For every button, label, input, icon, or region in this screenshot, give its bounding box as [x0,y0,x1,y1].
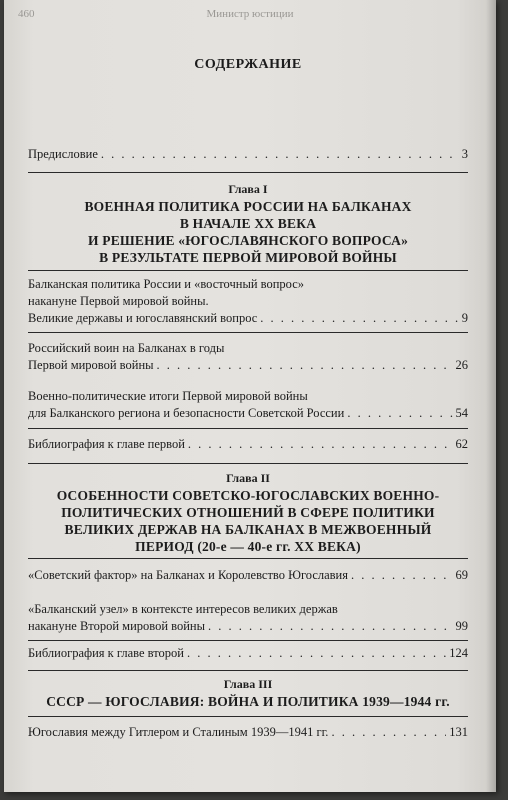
divider [28,558,468,559]
entry-line: Балканская политика России и «восточный вопрос» [28,277,305,291]
entry-label: Югославия между Гитлером и Сталиным 1939—1941 гг. [28,725,329,739]
chapter-1-label: Глава I [228,182,268,196]
divider [28,640,468,641]
toc-entry[interactable] [28,340,468,374]
entry-page: 62 [455,437,468,451]
entry-page: 54 [455,406,468,420]
divider [28,670,468,671]
running-head-page-number: 460 [18,8,35,20]
divider [28,270,468,271]
chapter-2-title: ОСОБЕННОСТИ СОВЕТСКО-ЮГОСЛАВСКИХ ВОЕННО- ПОЛИТИЧЕСКИХ ОТНОШЕНИЙ В СФЕРЕ ПОЛИТИКИ ВЕЛИКИХ ДЕРЖАВ НА БАЛКАНАХ В МЕЖВОЕННЫЙ ПЕРИОД (20-е — 40-е гг. XX ВЕКА) [56,488,440,554]
entry-label: «Советский фактор» на Балканах и Королевство Югославия [28,568,348,582]
toc-entry[interactable] [28,567,468,584]
toc-entry-bibliography[interactable] [28,645,468,662]
entry-label: Первой мировой войны [28,358,154,372]
entry-line: «Балканский узел» в контексте интересов великих держав [28,602,338,616]
entry-page: 3 [461,147,468,161]
entry-page: 124 [449,646,468,660]
entry-page: 99 [455,619,468,633]
entry-line: накануне Первой мировой войны. [28,294,209,308]
divider [28,332,468,333]
running-head-title: Министр юстиции [206,8,294,20]
toc-entry-preface[interactable] [28,146,468,163]
chapter-3-label: Глава III [223,677,273,691]
divider [28,716,468,717]
entry-page: 9 [461,311,468,325]
entry-label: Предисловие [28,147,98,161]
entry-label: Великие державы и югославянский вопрос [28,311,258,325]
entry-line: Военно-политические итоги Первой мировой войны [28,389,308,403]
divider [28,463,468,464]
running-head [18,8,482,24]
entry-page: 26 [455,358,468,372]
entry-page: 69 [455,568,468,582]
chapter-3-title: СССР — ЮГОСЛАВИЯ: ВОЙНА И ПОЛИТИКА 1939—1944 гг. [46,694,450,709]
entry-label: Библиография к главе первой [28,437,185,451]
chapter-1-title: ВОЕННАЯ ПОЛИТИКА РОССИИ НА БАЛКАНАХ В НАЧАЛЕ XX ВЕКА И РЕШЕНИЕ «ЮГОСЛАВЯНСКОГО ВОПРОСА» В РЕЗУЛЬТАТЕ ПЕРВОЙ МИРОВОЙ ВОЙНЫ [84,199,412,265]
entry-line: Российский воин на Балканах в годы [28,341,225,355]
entry-page: 131 [449,725,468,739]
divider [28,428,468,429]
toc-entry[interactable] [28,724,468,741]
toc-title: СОДЕРЖАНИЕ [194,57,302,72]
entry-label: Библиография к главе второй [28,646,184,660]
book-page [4,0,496,792]
toc-entry-bibliography[interactable] [28,436,468,453]
toc-entry[interactable] [28,276,468,327]
toc-entry[interactable] [28,601,468,635]
divider [28,172,468,173]
entry-label: для Балканского региона и безопасности Советской России [28,406,345,420]
chapter-2-label: Глава II [226,471,270,485]
entry-label: накануне Второй мировой войны [28,619,205,633]
toc-entry[interactable] [28,388,468,422]
